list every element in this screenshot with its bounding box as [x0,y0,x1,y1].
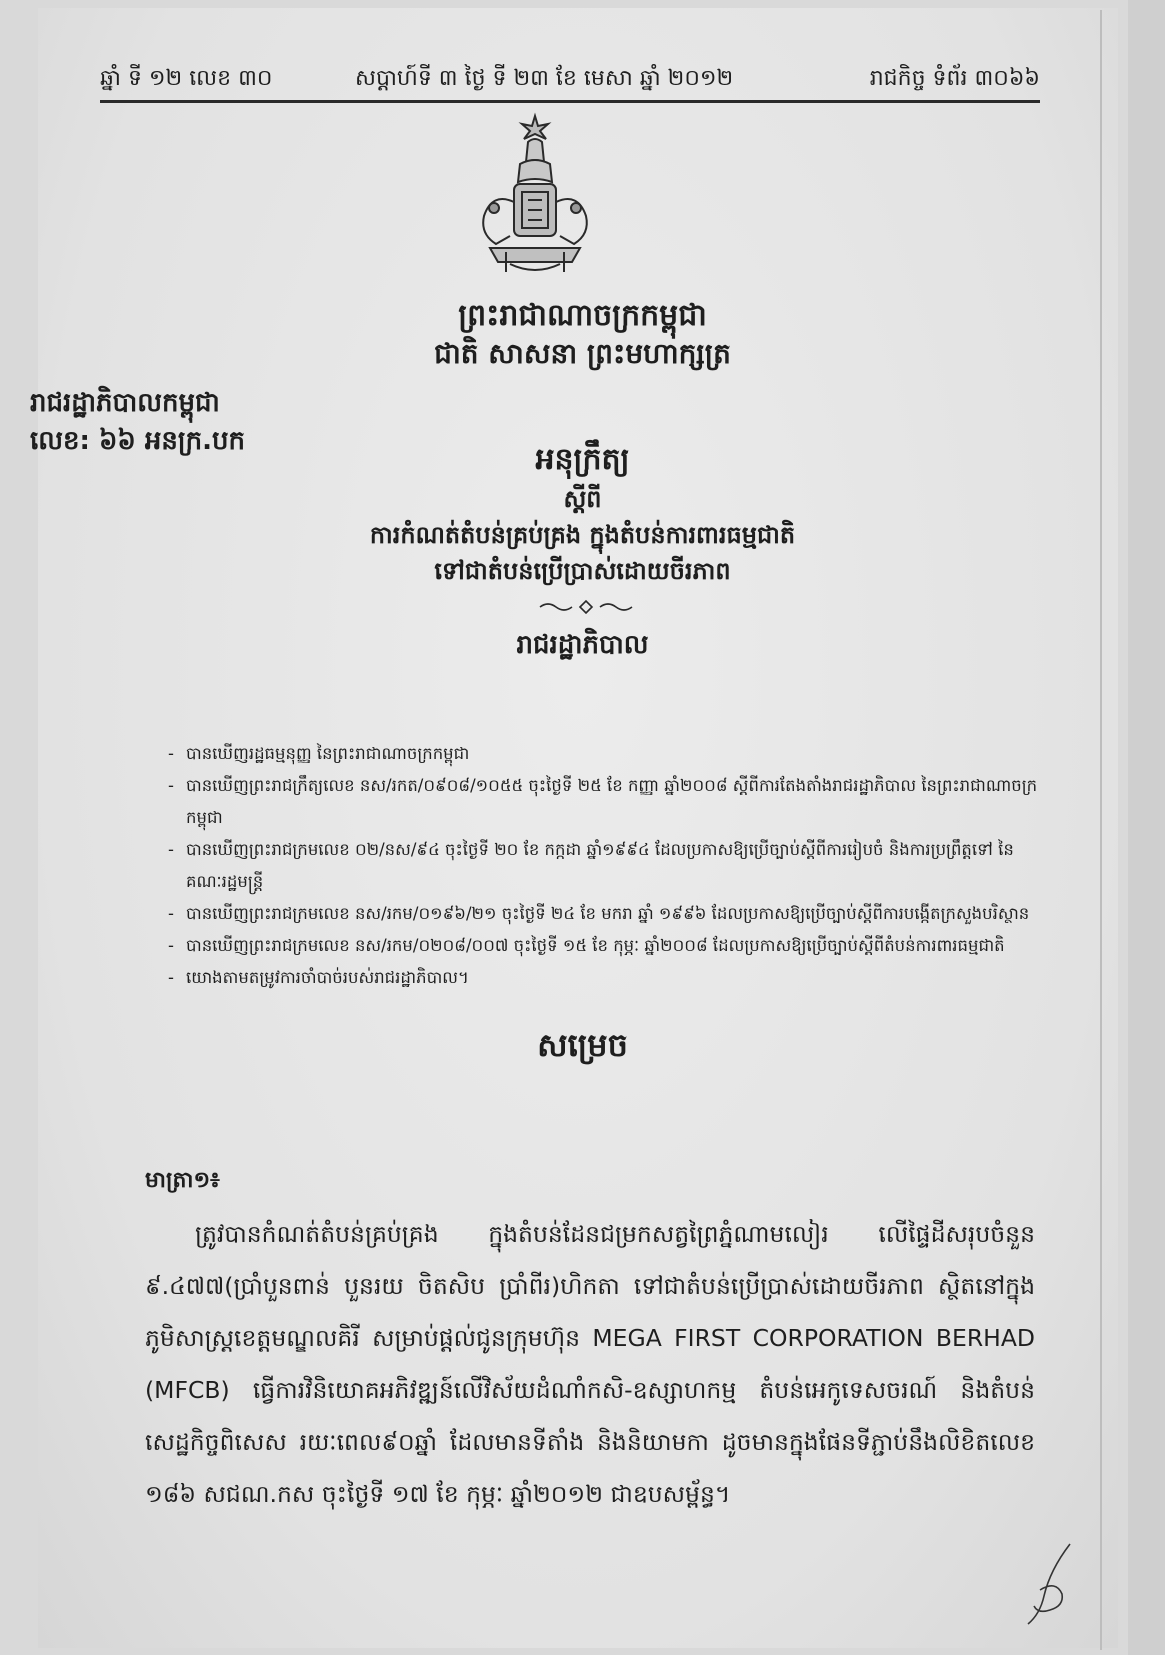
gazette-header [100,64,1040,100]
reference-item: - បានឃើញព្រះរាជក្រឹត្យលេខ នស/រកត/០៩០៨/១០៥៥ ចុះថ្ងៃទី ២៥ ខែ កញ្ញា ឆ្នាំ២០០៨ ស្តីពីការតែងតាំងរាជរដ្ឋាភិបាល នៃព្រះរាជាណាចក្រកម្ពុជា [168,770,1038,834]
binding-edge [1100,10,1102,1650]
document-type: អនុក្រឹត្យ [535,442,630,477]
about-label: ស្តីពី [563,485,602,513]
handwritten-initial-icon [1010,1540,1090,1630]
ornamental-divider-icon [536,598,636,614]
issuing-authority: រាជរដ្ឋាភិបាលកម្ពុជា [30,388,220,418]
page-edge-shadow [1128,0,1165,1655]
reference-item: - បានឃើញព្រះរាជក្រមលេខ នស/រកម/០១៩៦/២១ ចុះថ្ងៃទី ២៤ ខែ មករា ឆ្នាំ ១៩៩៦ ដែលប្រកាសឱ្យប្រើច្បាប់ស្តីពីការបង្កើតក្រសួងបរិស្ថាន [168,898,1038,930]
header-issue: ឆ្នាំ ទី ១២ លេខ ៣០ [100,66,273,91]
document-title-line-1: ការកំណត់តំបន់គ្រប់គ្រង ក្នុងតំបន់ការពារធម្មជាតិ [369,521,796,549]
reference-item: - បានឃើញព្រះរាជក្រមលេខ នស/រកម/០២០៨/០០៧ ចុះថ្ងៃទី ១៥ ខែ កុម្ភៈ ឆ្នាំ២០០៨ ដែលប្រកាសឱ្យប្រើច្បាប់ស្តីពីតំបន់ការពារធម្មជាតិ [168,930,1038,962]
legal-references-list [168,738,1038,994]
header-rule [100,100,1040,103]
header-date: សប្តាហ៍ទី ៣ ថ្ងៃ ទី ២៣ ខែ មេសា ឆ្នាំ ២០១២ [355,66,734,91]
decision-heading: សម្រេច [537,1026,628,1064]
reference-number: លេខ: ៦៦ អនក្រ.បក [30,426,245,456]
article-1-heading: មាត្រា១៖ [145,1168,220,1193]
kingdom-name: ព្រះរាជាណាចក្រកម្ពុជា [458,298,707,333]
reference-item: - យោងតាមតម្រូវការចាំបាច់របស់រាជរដ្ឋាភិបាល។ [168,962,1038,994]
government-heading: រាជរដ្ឋាភិបាល [516,630,649,660]
document-title-line-2: ទៅជាតំបន់ប្រើប្រាស់ដោយចីរភាព [434,557,731,585]
reference-item: - បានឃើញព្រះរាជក្រមលេខ ០២/នស/៩៤ ចុះថ្ងៃទី ២០ ខែ កក្កដា ឆ្នាំ១៩៩៤ ដែលប្រកាសឱ្យប្រើច្បាប់ស្តីពីការរៀបចំ និងការប្រព្រឹត្តទៅ នៃគណៈរដ្ឋមន្ត្រី [168,834,1038,898]
reference-item: - បានឃើញរដ្ឋធម្មនុញ្ញ នៃព្រះរាជាណាចក្រកម្ពុជា [168,738,1038,770]
header-page: រាជកិច្ច ទំព័រ ៣០៦៦ [869,66,1040,91]
article-1-text: ត្រូវបានកំណត់តំបន់គ្រប់គ្រង ក្នុងតំបន់ដែនជម្រកសត្វព្រៃភ្នំណាមលៀរ លើផ្ទៃដីសរុបចំនួន ៩.៤៧៧(ប្រាំបួនពាន់ បួនរយ ចិតសិប ប្រាំពីរ)ហិកតា ទៅជាតំបន់ប្រើប្រាស់ដោយចីរភាព ស្ថិតនៅក្នុងភូមិសាស្ត្រខេត្តមណ្ឌលគិរី សម្រាប់ផ្តល់ជូនក្រុមហ៊ុន MEGA FIRST CORPORATION BERHAD (MFCB) ធ្វើការវិនិយោគអភិវឌ្ឍន៍លើវិស័យដំណាំកសិ-ឧស្សាហកម្ម តំបន់អេកូទេសចរណ៍ និងតំបន់សេដ្ឋកិច្ចពិសេស រយៈពេល៩០ឆ្នាំ ដែលមានទីតាំង និងនិយាមកា ដូចមានក្នុងផែនទីភ្ជាប់នឹងលិខិតលេខ ១៨៦ សជណ.កស ចុះថ្ងៃទី ១៧ ខែ កុម្ភៈ ឆ្នាំ២០១២ ជាឧបសម្ព័ន្ធ។ [145,1220,1035,1508]
national-motto: ជាតិ សាសនា ព្រះមហាក្សត្រ [434,337,731,370]
royal-emblem-icon [470,112,600,282]
